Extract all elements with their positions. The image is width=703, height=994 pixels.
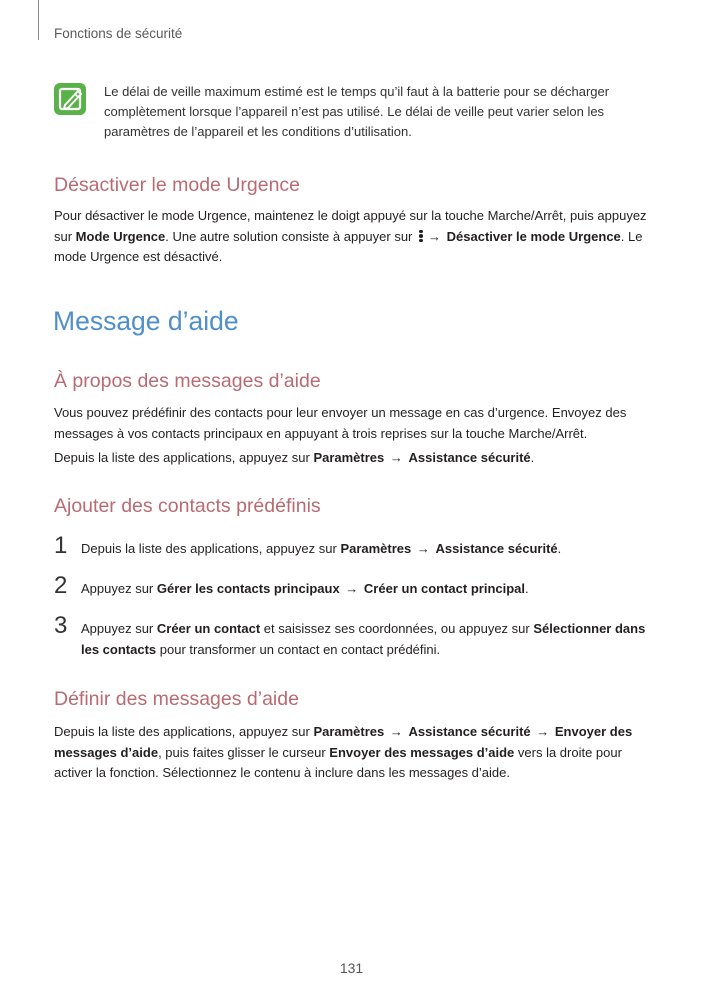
heading-apropos: À propos des messages d’aide: [54, 370, 321, 392]
ui-term-parametres: Paramètres: [313, 450, 385, 465]
text-span: Appuyez sur: [81, 621, 157, 636]
text-span: Depuis la liste des applications, appuyez sur: [54, 724, 314, 739]
step-number: 3: [54, 612, 68, 639]
arrow-icon: →: [428, 228, 442, 244]
paragraph-definir: [54, 722, 649, 784]
more-options-icon: [419, 230, 423, 243]
step-text: [81, 539, 646, 560]
ui-term: Gérer les contacts principaux: [156, 581, 340, 596]
ui-term: Envoyer des messages d’aide: [329, 744, 515, 760]
text-span: .: [557, 541, 562, 556]
page-number: 131: [339, 960, 364, 976]
arrow-icon: →: [416, 541, 430, 556]
step-number: 2: [54, 572, 68, 599]
text-span: Appuyez sur: [81, 581, 157, 596]
paragraph-desactiver: [54, 206, 649, 268]
arrow-icon: →: [389, 724, 403, 739]
heading-desactiver: Désactiver le mode Urgence: [54, 174, 301, 196]
heading-definir: Définir des messages d’aide: [54, 688, 299, 710]
ui-term-assistance: Assistance sécurité: [408, 450, 531, 465]
heading-ajouter: Ajouter des contacts prédéfinis: [54, 495, 321, 517]
text-span: vers la droite pour activer la fonction. Sélectionnez le contenu à inclure dans les messages d’aide.: [54, 744, 622, 780]
ui-term: Paramètres: [340, 541, 412, 556]
text-span: . Une autre solution consiste à appuyer sur: [165, 228, 417, 244]
ui-term: Paramètres: [313, 724, 385, 739]
header-rule: [38, 0, 39, 40]
arrow-icon: →: [345, 581, 359, 596]
paragraph-apropos-2: [54, 448, 649, 469]
ui-term-mode-urgence: Mode Urgence: [75, 228, 166, 244]
ui-term: Créer un contact: [156, 621, 261, 636]
ui-term-desactiver: Désactiver le mode Urgence: [446, 228, 621, 244]
ui-term: Assistance sécurité: [408, 724, 531, 739]
text-span: , puis faites glisser le curseur: [158, 744, 330, 760]
step-text: [81, 619, 646, 660]
step-number: 1: [54, 532, 68, 559]
text-span: .: [525, 581, 529, 596]
note-text: Le délai de veille maximum estimé est le temps qu’il faut à la batterie pour se décharger complètement lorsque l’appareil n’est pas utilisé. Le délai de veille peut varier selon les paramètres de l’appareil et les conditions d’utilisation.: [104, 84, 610, 139]
ui-term: Assistance sécurité: [435, 541, 558, 556]
paragraph-apropos-1: Vous pouvez prédéfinir des contacts pour leur envoyer un message en cas d’urgence. Envoyez des messages à vos contacts principaux en appuyant à trois reprises sur la touche Marche/Arrêt.: [54, 405, 627, 441]
ui-term: Créer un contact principal: [363, 581, 526, 596]
arrow-icon: →: [389, 450, 403, 465]
note-pencil-icon: [54, 83, 86, 115]
step-text: [81, 579, 646, 600]
text-span: .: [530, 450, 535, 465]
ui-term: Sélectionner dans les contacts: [81, 621, 646, 657]
chapter-title: Message d’aide: [53, 306, 239, 336]
ui-term: Envoyer des messages d’aide: [54, 724, 633, 760]
text-span: pour transformer un contact en contact prédéfini.: [156, 641, 441, 657]
text-span: et saisissez ses coordonnées, ou appuyez sur: [260, 621, 534, 636]
section-header: Fonctions de sécurité: [54, 26, 183, 41]
text-span: Depuis la liste des applications, appuyez sur: [54, 450, 314, 465]
arrow-icon: →: [536, 724, 550, 739]
text-span: Depuis la liste des applications, appuyez sur: [81, 541, 341, 556]
text-span: . Le mode Urgence est désactivé.: [54, 228, 643, 264]
text-span: Pour désactiver le mode Urgence, maintenez le doigt appuyé sur la touche Marche/Arrêt, puis appuyez sur: [54, 208, 647, 244]
